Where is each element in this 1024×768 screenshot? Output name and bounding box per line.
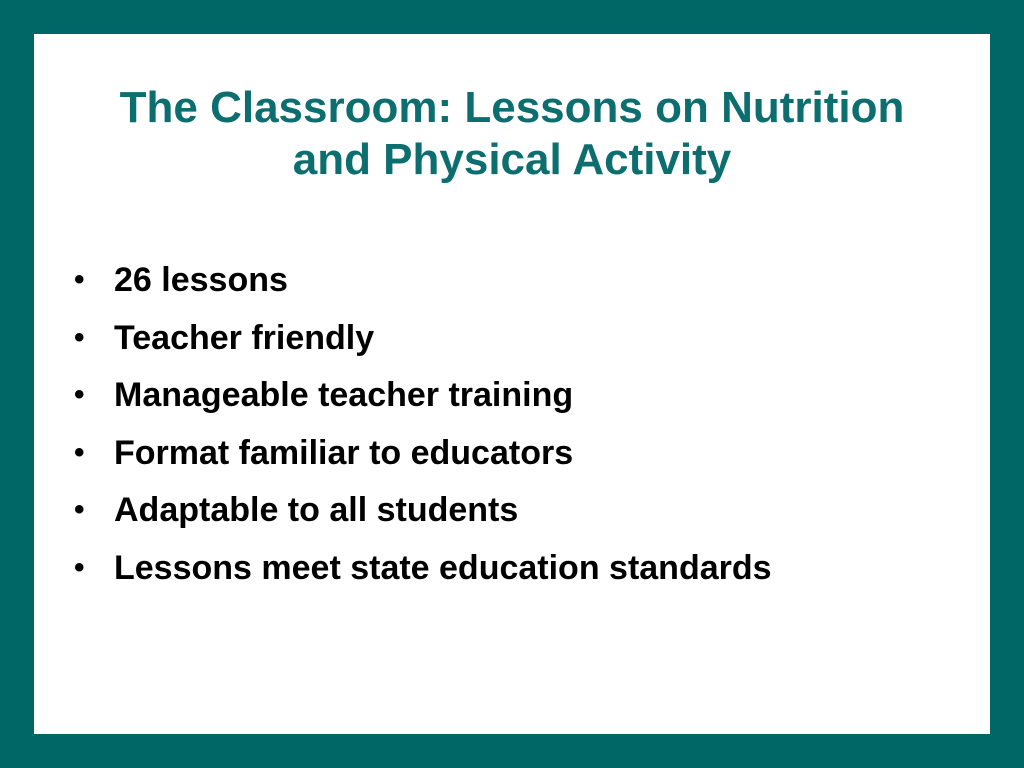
bullet-item (74, 314, 954, 372)
bullet-item (74, 256, 954, 314)
bullet-icon: • (74, 263, 85, 296)
slide-title-line-2: and Physical Activity (292, 135, 732, 184)
bullet-text: Adaptable to all students (114, 491, 519, 529)
bullet-text: Format familiar to educators (114, 433, 574, 472)
bullet-text: 26 lessons (114, 261, 288, 299)
bullet-item (74, 429, 954, 487)
bullet-list (74, 256, 954, 601)
bullet-icon: • (74, 320, 85, 354)
slide-content-panel (34, 34, 990, 734)
bullet-icon: • (74, 493, 85, 526)
bullet-item (74, 544, 954, 602)
bullet-icon: • (74, 550, 85, 584)
bullet-item (74, 486, 954, 544)
bullet-item (74, 371, 954, 429)
bullet-icon: • (74, 435, 85, 469)
bullet-text: Teacher friendly (114, 318, 375, 357)
slide-title-line-1: The Classroom: Lessons on Nutrition (119, 83, 905, 132)
bullet-icon: • (74, 378, 85, 411)
bullet-text: Manageable teacher training (114, 376, 574, 414)
slide-title (34, 82, 990, 186)
bullet-text: Lessons meet state education standards (114, 548, 772, 587)
